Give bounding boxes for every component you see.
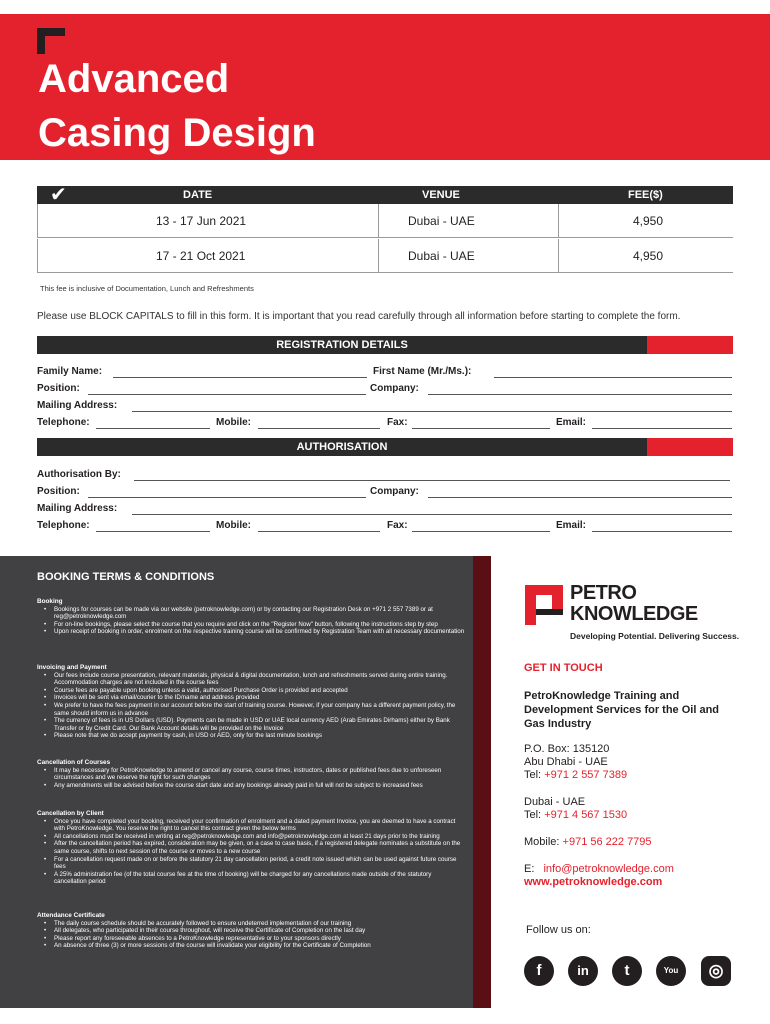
list-item: • The daily course schedule should be accurately followed to ensure undeterred implementation of our training (37, 920, 465, 928)
row-fee: 4,950 (633, 249, 664, 263)
row-fee: 4,950 (633, 214, 664, 228)
twitter-icon[interactable]: t (612, 956, 642, 986)
fax-label: Fax: (387, 417, 408, 428)
list-item: • For a cancellation request made on or before the statutory 21 day cancellation period, a credit note issued which can be used against future course fees (37, 856, 465, 871)
tel-label: Tel: (524, 809, 542, 821)
follow-us-label: Follow us on: (526, 924, 591, 936)
linkedin-icon[interactable]: in (568, 956, 598, 986)
list-item: • All delegates, who participated in their course throughout, will receive the Certificate of Completion on the last day (37, 927, 465, 935)
first-name-label: First Name (Mr./Ms.): (373, 366, 472, 377)
company-label: Company: (370, 383, 419, 394)
website-link[interactable]: www.petroknowledge.com (524, 876, 663, 888)
auth-email-label: Email: (556, 520, 587, 531)
page-title (38, 52, 316, 160)
terms-title: BOOKING TERMS & CONDITIONS (37, 571, 215, 583)
tel-link-abu-dhabi[interactable]: +971 2 557 7389 (544, 769, 628, 781)
list-item: • The currency of fees is in US Dollars (USD). Payments can be made in USD or UAE local currency AED (Arab Emirates Dirhams) either by Bank Transfer or by Credit Card. Our Bank Account details will be provided on the Invoice (37, 717, 465, 732)
mailing-address-label: Mailing Address: (37, 400, 118, 411)
list-item: • A 25% administration fee (of the total course fee at the time of booking) will be charged for any cancellations made outside of the statutory cancellation period (37, 871, 465, 886)
logo-line-2: KNOWLEDGE (570, 603, 698, 625)
auth-mobile-input[interactable] (258, 531, 380, 532)
row-venue: Dubai - UAE (408, 249, 475, 263)
terms-invoicing (37, 664, 465, 740)
venue-header: VENUE (422, 189, 460, 201)
family-name-label: Family Name: (37, 366, 103, 377)
email-label-contact: E: (524, 863, 535, 875)
list-item: • Upon receipt of booking in order, enrolment on the respective training course will be confirmed by Registration Team with all necessary documentation (37, 628, 465, 636)
mobile-link[interactable]: +971 56 222 7795 (562, 836, 652, 848)
terms-cancellation-client (37, 810, 465, 886)
title-line-2: Casing Design (38, 111, 316, 155)
city-dubai: Dubai - UAE (524, 796, 586, 808)
terms-heading: Booking (37, 598, 63, 605)
course-table-header (37, 186, 733, 204)
telephone-label: Telephone: (37, 417, 90, 428)
auth-mailing-input[interactable] (132, 514, 732, 515)
auth-mailing-label: Mailing Address: (37, 503, 118, 514)
position-label: Position: (37, 383, 80, 394)
auth-mobile-label: Mobile: (216, 520, 251, 531)
telephone-input[interactable] (96, 428, 210, 429)
authorisation-heading: AUTHORISATION (296, 441, 388, 453)
brand-mark-icon (37, 28, 65, 54)
list-item: • It may be necessary for PetroKnowledge to amend or cancel any course, course times, instructors, dates or published fees due to unforeseen circumstances and we reserve the right for such changes (37, 767, 465, 782)
fax-input[interactable] (412, 428, 550, 429)
header-banner (0, 14, 770, 160)
list-item: • All cancellations must be received in writing at reg@petroknowledge.com and info@petroknowledge.com at least 21 days prior to the training (37, 833, 465, 841)
list-item: • Any amendments will be advised before the course start date and any bookings already paid in full will not be subject to increased fees (37, 782, 465, 790)
city-abu-dhabi: Abu Dhabi - UAE (524, 756, 608, 768)
position-input[interactable] (88, 394, 366, 395)
company-input[interactable] (428, 394, 732, 395)
list-item: • After the cancellation period has expired, consideration may be given, on a case to case basis, if a registered delegate nominates a substitute on the same course, shifts to next session of the course or moves to a new course (37, 840, 465, 855)
date-header: DATE (183, 189, 213, 201)
check-icon: ✔ (50, 184, 67, 206)
email-contact (524, 862, 674, 876)
family-name-input[interactable] (113, 377, 367, 378)
tel-link-dubai[interactable]: +971 4 567 1530 (544, 809, 628, 821)
tel-label: Tel: (524, 769, 542, 781)
email-label: Email: (556, 417, 587, 428)
auth-email-input[interactable] (592, 531, 732, 532)
terms-booking (37, 598, 465, 636)
list-item: • We prefer to have the fees payment in our account before the start of training course. However, if your company has a different payment policy, the same should inform us in advance (37, 702, 465, 717)
registration-heading-bar (37, 336, 733, 354)
terms-heading: Invoicing and Payment (37, 664, 107, 671)
terms-heading: Cancellation by Client (37, 810, 104, 817)
auth-position-input[interactable] (88, 497, 366, 498)
mobile-label: Mobile: (216, 417, 251, 428)
list-item: • An absence of three (3) or more sessions of the course will invalidate your eligibility for the Certificate of Completion (37, 942, 465, 950)
list-item: • For on-line bookings, please select the course that you require and click on the "Register Now" button, following the instructions step by step (37, 621, 465, 629)
po-box: P.O. Box: 135120 (524, 743, 610, 755)
registration-heading: REGISTRATION DETAILS (276, 339, 408, 351)
mobile-contact (524, 835, 652, 849)
auth-company-label: Company: (370, 486, 419, 497)
list-item: • Our fees include course presentation, relevant materials, physical & digital documentation, lunch and refreshments served during entire training. Accommodation charges are not included in the course fees (37, 672, 465, 687)
auth-company-input[interactable] (428, 497, 732, 498)
terms-heading: Attendance Certificate (37, 912, 105, 919)
phone-abu-dhabi (524, 768, 627, 782)
email-input[interactable] (592, 428, 732, 429)
row-date: 17 - 21 Oct 2021 (156, 249, 246, 263)
facebook-icon[interactable]: f (524, 956, 554, 986)
logo-tagline: Developing Potential. Delivering Success. (570, 631, 740, 641)
terms-attendance (37, 912, 465, 950)
mailing-address-input[interactable] (132, 411, 732, 412)
row-venue: Dubai - UAE (408, 214, 475, 228)
fee-note: This fee is inclusive of Documentation, Lunch and Refreshments (40, 284, 254, 293)
youtube-icon[interactable]: You (656, 956, 686, 986)
terms-cancellation-courses (37, 759, 465, 789)
first-name-input[interactable] (494, 377, 732, 378)
list-item: • Course fees are payable upon booking unless a valid, authorised Purchase Order is provided and accepted (37, 687, 465, 695)
auth-telephone-label: Telephone: (37, 520, 90, 531)
phone-dubai (524, 808, 627, 822)
auth-fax-input[interactable] (412, 531, 550, 532)
list-item: • Once you have completed your booking, received your confirmation of enrolment and a dated payment Invoice, you are deemed to have a contract with PetroKnowledge. You reserve the right to cancel this contract given the below terms (37, 818, 465, 833)
title-line-1: Advanced (38, 57, 230, 101)
authorisation-by-input[interactable] (134, 480, 730, 481)
row-date: 13 - 17 Jun 2021 (156, 214, 247, 228)
logo-wordmark (570, 583, 698, 625)
get-in-touch-heading: GET IN TOUCH (524, 662, 603, 674)
authorisation-heading-bar (37, 438, 733, 456)
mobile-label-contact: Mobile: (524, 836, 560, 848)
authorisation-by-label: Authorisation By: (37, 469, 121, 480)
fee-header: FEE($) (628, 189, 663, 201)
mobile-input[interactable] (258, 428, 380, 429)
table-row[interactable] (37, 239, 733, 273)
list-item: • Please report any foreseeable absences to a PetroKnowledge representative or to your sponsors directly (37, 935, 465, 943)
list-item: • Bookings for courses can be made via our website (petroknowledge.com) or by contacting our Registration Desk on +971 2 557 7389 or at reg@petroknowledge.com (37, 606, 465, 621)
auth-telephone-input[interactable] (96, 531, 210, 532)
table-row[interactable] (37, 204, 733, 238)
terms-accent-band (473, 556, 491, 1008)
form-instruction: Please use BLOCK CAPITALS to fill in this form. It is important that you read carefully through all information before starting to complete the form. (37, 311, 681, 322)
auth-position-label: Position: (37, 486, 80, 497)
email-link[interactable]: info@petroknowledge.com (543, 863, 674, 875)
instagram-icon[interactable]: ◎ (701, 956, 731, 986)
company-description: PetroKnowledge Training and Development Services for the Oil and Gas Industry (524, 690, 720, 730)
petroknowledge-logo-icon (525, 585, 563, 625)
logo-line-1: PETRO (570, 582, 637, 604)
list-item: • Please note that we do accept payment by cash, in USD or AED, only for the last minute bookings (37, 732, 465, 740)
auth-fax-label: Fax: (387, 520, 408, 531)
terms-heading: Cancellation of Courses (37, 759, 111, 766)
list-item: • Invoices will be sent via email/courier to the ID/name and address provided (37, 694, 465, 702)
